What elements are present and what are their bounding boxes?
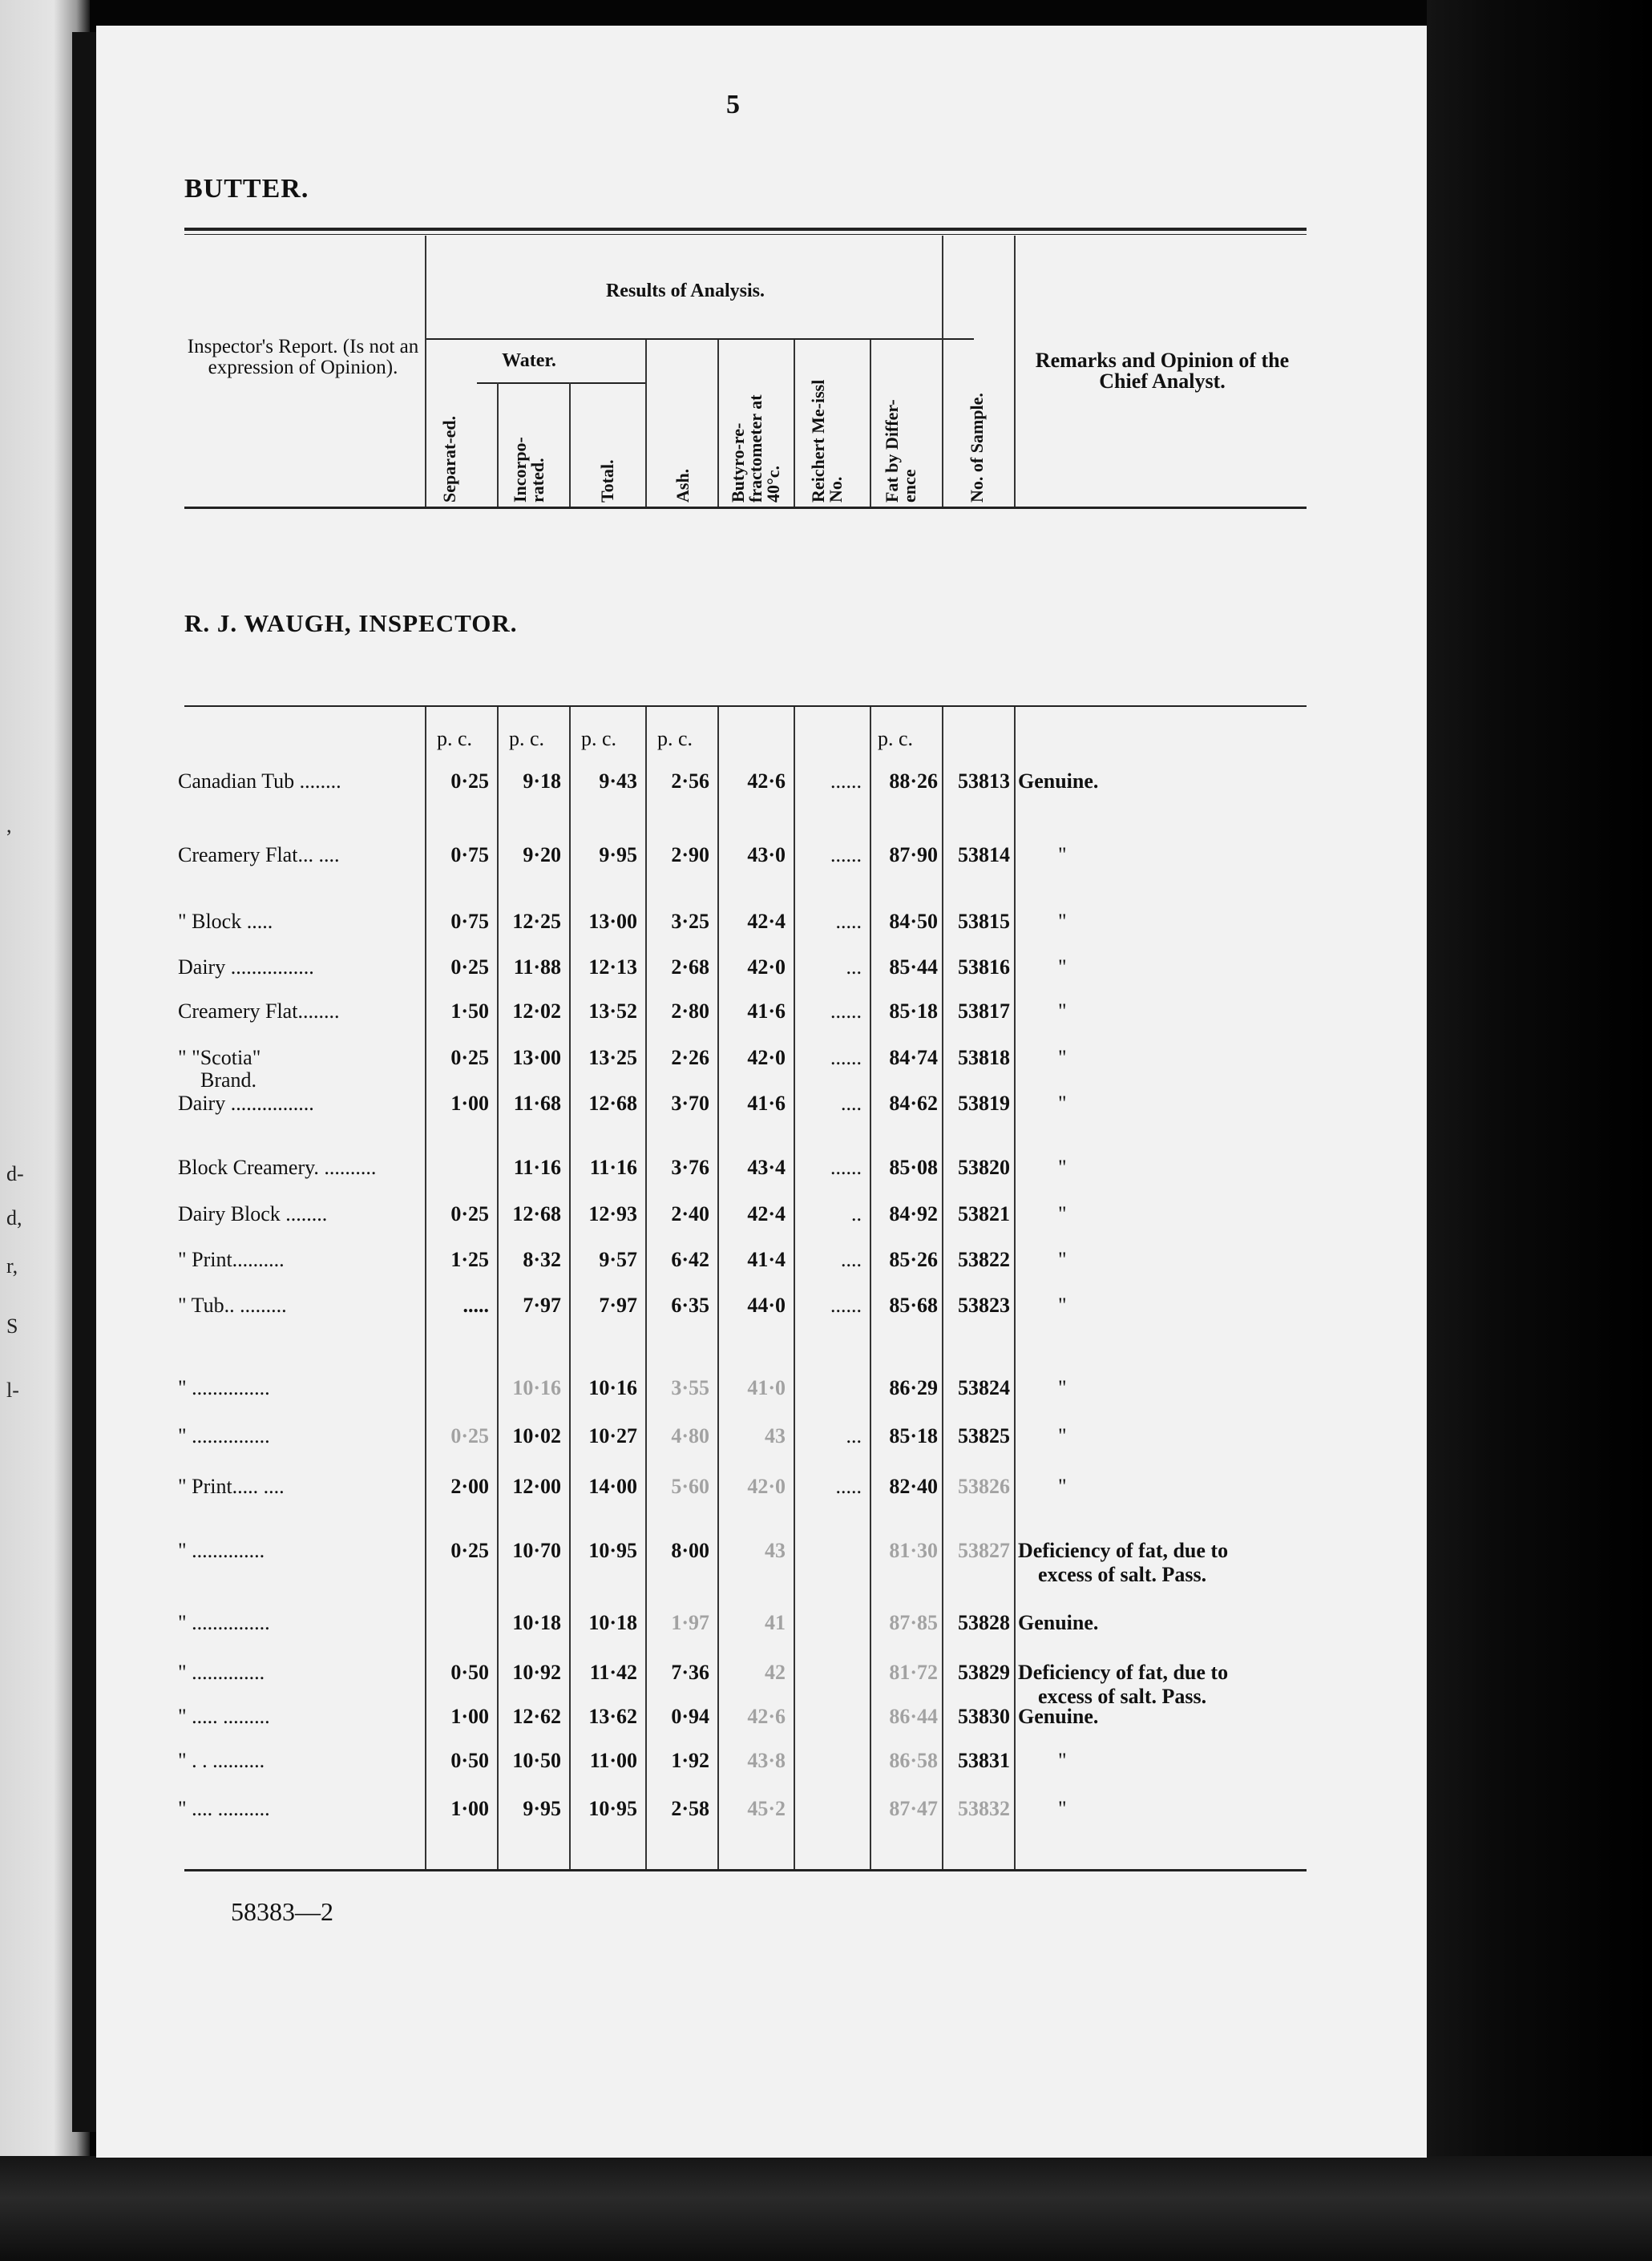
edge-fragment: S <box>6 1314 18 1338</box>
header-divider <box>569 382 571 507</box>
cell-rei: ... <box>846 1424 862 1447</box>
cell-rei: ...... <box>830 1156 862 1179</box>
cell-inc: 10·92 <box>512 1661 561 1684</box>
row-description: Dairy Block ........ <box>178 1202 328 1225</box>
cell-ash: 5·60 <box>671 1475 709 1498</box>
header-divider <box>794 340 795 507</box>
cell-fat: 85·08 <box>889 1156 938 1179</box>
cell-ash: 2·56 <box>671 769 709 793</box>
cell-sep: 2·00 <box>450 1475 489 1498</box>
cell-fat: 85·26 <box>889 1248 938 1271</box>
header-divider <box>1014 236 1016 507</box>
cell-tot: 13·00 <box>588 910 637 933</box>
cell-inc: 10·50 <box>512 1749 561 1772</box>
cell-sep: 1·00 <box>450 1092 489 1115</box>
cell-tot: 9·43 <box>599 769 637 793</box>
cell-fat: 86·44 <box>889 1705 938 1728</box>
cell-no: 53832 <box>958 1797 1010 1820</box>
row-description: " Print..... .... <box>178 1475 285 1498</box>
unit-label: p. c. <box>581 727 617 750</box>
body-bottom-rule <box>184 1869 1307 1871</box>
edge-fragment: r, <box>6 1254 18 1278</box>
cell-tot: 14·00 <box>588 1475 637 1498</box>
body-divider <box>1014 707 1016 1869</box>
cell-inc: 10·18 <box>512 1611 561 1634</box>
cell-but: 42·6 <box>747 1705 786 1728</box>
cell-but: 42·0 <box>747 955 786 979</box>
cell-rei: ...... <box>830 769 862 793</box>
cell-inc: 9·18 <box>523 769 561 793</box>
row-description: Canadian Tub ........ <box>178 769 341 793</box>
cell-rei: .... <box>841 1248 862 1271</box>
cell-no: 53819 <box>958 1092 1010 1115</box>
cell-ash: 7·36 <box>671 1661 709 1684</box>
cell-tot: 13·25 <box>588 1046 637 1069</box>
cell-inc: 12·62 <box>512 1705 561 1728</box>
row-description-cont: Brand. <box>200 1068 257 1092</box>
row-description: " Block ..... <box>178 910 273 933</box>
cell-but: 43·0 <box>747 843 786 866</box>
cell-no: 53825 <box>958 1424 1010 1447</box>
water-header: Water. <box>502 350 556 371</box>
cell-ash: 6·42 <box>671 1248 709 1271</box>
cell-ash: 2·68 <box>671 955 709 979</box>
cell-but: 41·0 <box>747 1376 786 1399</box>
col-header-butyro: Butyro-re- fractometer at 40°c. <box>728 394 783 503</box>
cell-no: 53816 <box>958 955 1010 979</box>
unit-label: p. c. <box>437 727 473 750</box>
cell-rei: ...... <box>830 1046 862 1069</box>
cell-fat: 85·18 <box>889 999 938 1023</box>
cell-but: 43·8 <box>747 1749 786 1772</box>
cell-tot: 12·93 <box>588 1202 637 1225</box>
cell-fat: 84·74 <box>889 1046 938 1069</box>
cell-sep: 0·50 <box>450 1661 489 1684</box>
body-divider <box>717 707 719 1869</box>
cell-remarks: Genuine. <box>1018 769 1099 793</box>
cell-fat: 82·40 <box>889 1475 938 1498</box>
cell-remarks: " <box>1058 1046 1067 1069</box>
cell-sep: 1·00 <box>450 1797 489 1820</box>
unit-label: p. c. <box>878 727 914 750</box>
cell-inc: 9·20 <box>523 843 561 866</box>
col-header-total: Total. <box>597 459 617 503</box>
row-description: " ............... <box>178 1424 270 1447</box>
cell-ash: 2·26 <box>671 1046 709 1069</box>
cell-remarks: " <box>1058 910 1067 933</box>
cell-fat: 86·58 <box>889 1749 938 1772</box>
cell-sep: 0·25 <box>450 769 489 793</box>
inspector-heading: R. J. WAUGH, INSPECTOR. <box>184 609 518 637</box>
col-header-reichert: Reichert Me-issl No. <box>808 379 846 503</box>
cell-sep: 1·00 <box>450 1705 489 1728</box>
cell-sep: 0·25 <box>450 1539 489 1562</box>
cell-but: 42 <box>765 1661 786 1684</box>
scan-background-right <box>1427 0 1652 2261</box>
cell-remarks: " <box>1058 1749 1067 1772</box>
cell-remarks: " <box>1058 999 1067 1023</box>
cell-remarks: " <box>1058 1202 1067 1225</box>
body-divider <box>870 707 871 1869</box>
cell-sep: 0·75 <box>450 910 489 933</box>
cell-ash: 4·80 <box>671 1424 709 1447</box>
cell-fat: 86·29 <box>889 1376 938 1399</box>
cell-remarks: Deficiency of fat, due to <box>1018 1539 1229 1562</box>
cell-rei: .... <box>841 1092 862 1115</box>
cell-tot: 10·16 <box>588 1376 637 1399</box>
cell-tot: 10·95 <box>588 1539 637 1562</box>
cell-sep: 0·25 <box>450 955 489 979</box>
cell-rei: .. <box>851 1202 862 1225</box>
body-divider <box>645 707 647 1869</box>
cell-but: 43 <box>765 1539 786 1562</box>
cell-remarks: " <box>1058 1424 1067 1447</box>
cell-but: 43 <box>765 1424 786 1447</box>
cell-tot: 11·16 <box>589 1156 637 1179</box>
cell-no: 53831 <box>958 1749 1010 1772</box>
cell-fat: 81·30 <box>889 1539 938 1562</box>
header-divider <box>717 340 719 507</box>
cell-rei: ...... <box>830 1294 862 1317</box>
cell-no: 53818 <box>958 1046 1010 1069</box>
row-description: " .... .......... <box>178 1797 270 1820</box>
inspector-report-header: Inspector's Report. (Is not an expression of Opinion). <box>187 336 419 378</box>
cell-fat: 81·72 <box>889 1661 938 1684</box>
body-divider <box>425 707 426 1869</box>
row-description: Dairy ................ <box>178 1092 314 1115</box>
cell-remarks: Genuine. <box>1018 1611 1099 1634</box>
row-description: " ............... <box>178 1611 270 1634</box>
footer-code: 58383—2 <box>231 1897 333 1926</box>
cell-tot: 10·95 <box>588 1797 637 1820</box>
cell-remarks: " <box>1058 1475 1067 1498</box>
col-header-fat: Fat by Differ-ence <box>882 399 919 503</box>
cell-but: 41 <box>765 1611 786 1634</box>
cell-inc: 10·02 <box>512 1424 561 1447</box>
cell-ash: 3·55 <box>671 1376 709 1399</box>
cell-fat: 85·68 <box>889 1294 938 1317</box>
cell-tot: 12·68 <box>588 1092 637 1115</box>
cell-tot: 11·42 <box>589 1661 637 1684</box>
cell-ash: 3·76 <box>671 1156 709 1179</box>
cell-but: 41·6 <box>747 1092 786 1115</box>
cell-ash: 1·97 <box>671 1611 709 1634</box>
edge-fragment: d, <box>6 1206 22 1229</box>
cell-fat: 84·92 <box>889 1202 938 1225</box>
cell-remarks-cont: excess of salt. Pass. <box>1038 1685 1207 1708</box>
cell-tot: 12·13 <box>588 955 637 979</box>
cell-sep: 1·50 <box>450 999 489 1023</box>
cell-remarks: Deficiency of fat, due to <box>1018 1661 1229 1684</box>
cell-no: 53827 <box>958 1539 1010 1562</box>
header-divider <box>425 236 426 507</box>
cell-tot: 11·00 <box>589 1749 637 1772</box>
cell-sep: 0·25 <box>450 1046 489 1069</box>
cell-but: 42·0 <box>747 1475 786 1498</box>
row-description: Creamery Flat... .... <box>178 843 340 866</box>
section-title: BUTTER. <box>184 174 309 204</box>
row-description: " Print.......... <box>178 1248 285 1271</box>
unit-label: p. c. <box>509 727 545 750</box>
cell-fat: 87·47 <box>889 1797 938 1820</box>
cell-inc: 11·16 <box>513 1156 561 1179</box>
cell-tot: 10·27 <box>588 1424 637 1447</box>
unit-label: p. c. <box>657 727 693 750</box>
cell-ash: 2·90 <box>671 843 709 866</box>
cell-remarks: " <box>1058 1248 1067 1271</box>
cell-no: 53830 <box>958 1705 1010 1728</box>
cell-inc: 13·00 <box>512 1046 561 1069</box>
cell-sep: ..... <box>462 1294 489 1317</box>
body-top-rule <box>184 705 1307 707</box>
cell-but: 41·6 <box>747 999 786 1023</box>
cell-no: 53821 <box>958 1202 1010 1225</box>
results-rule <box>425 338 974 340</box>
body-divider <box>794 707 795 1869</box>
cell-ash: 0·94 <box>671 1705 709 1728</box>
cell-rei: ...... <box>830 843 862 866</box>
cell-fat: 85·44 <box>889 955 938 979</box>
header-bottom-rule <box>184 507 1307 509</box>
cell-no: 53817 <box>958 999 1010 1023</box>
header-divider <box>870 340 871 507</box>
cell-tot: 9·95 <box>599 843 637 866</box>
water-rule <box>477 382 645 384</box>
row-description: " "Scotia" <box>178 1046 261 1069</box>
cell-remarks: " <box>1058 1376 1067 1399</box>
body-divider <box>942 707 943 1869</box>
cell-rei: ...... <box>830 999 862 1023</box>
cell-sep: 1·25 <box>450 1248 489 1271</box>
cell-tot: 13·62 <box>588 1705 637 1728</box>
cell-remarks: " <box>1058 1797 1067 1820</box>
cell-but: 41·4 <box>747 1248 786 1271</box>
cell-ash: 6·35 <box>671 1294 709 1317</box>
cell-remarks-cont: excess of salt. Pass. <box>1038 1563 1207 1586</box>
edge-fragment: l- <box>6 1379 19 1402</box>
cell-fat: 88·26 <box>889 769 938 793</box>
cell-inc: 12·00 <box>512 1475 561 1498</box>
cell-tot: 13·52 <box>588 999 637 1023</box>
cell-inc: 11·88 <box>513 955 561 979</box>
cell-remarks: " <box>1058 1156 1067 1179</box>
header-divider <box>942 236 943 507</box>
row-description: " ..... ......... <box>178 1705 270 1728</box>
header-divider <box>645 340 647 507</box>
cell-ash: 3·70 <box>671 1092 709 1115</box>
cell-no: 53829 <box>958 1661 1010 1684</box>
cell-inc: 10·16 <box>512 1376 561 1399</box>
cell-no: 53823 <box>958 1294 1010 1317</box>
cell-sep: 0·50 <box>450 1749 489 1772</box>
cell-fat: 84·50 <box>889 910 938 933</box>
cell-sep: 0·75 <box>450 843 489 866</box>
cell-rei: ..... <box>835 910 862 933</box>
cell-remarks: " <box>1058 843 1067 866</box>
cell-but: 42·0 <box>747 1046 786 1069</box>
cell-ash: 8·00 <box>671 1539 709 1562</box>
cell-sep: 0·25 <box>450 1424 489 1447</box>
cell-no: 53822 <box>958 1248 1010 1271</box>
cell-inc: 8·32 <box>523 1248 561 1271</box>
header-divider <box>497 382 499 507</box>
row-description: Dairy ................ <box>178 955 314 979</box>
col-header-sample-no: No. of Sample. <box>967 393 987 503</box>
body-divider <box>497 707 499 1869</box>
cell-inc: 9·95 <box>523 1797 561 1820</box>
col-header-incorporated: Incorpo-rated. <box>510 437 547 503</box>
cell-no: 53826 <box>958 1475 1010 1498</box>
cell-inc: 11·68 <box>513 1092 561 1115</box>
cell-remarks: " <box>1058 1294 1067 1317</box>
cell-no: 53820 <box>958 1156 1010 1179</box>
cell-no: 53813 <box>958 769 1010 793</box>
row-description: " . . .......... <box>178 1749 265 1772</box>
row-description: " ............... <box>178 1376 270 1399</box>
row-description: Block Creamery. .......... <box>178 1156 377 1179</box>
row-description: Creamery Flat........ <box>178 999 340 1023</box>
cell-inc: 12·25 <box>512 910 561 933</box>
col-header-separated: Separat-ed. <box>439 415 459 503</box>
scan-background-bottom <box>0 2156 1652 2261</box>
document-page <box>96 26 1427 2158</box>
cell-ash: 2·58 <box>671 1797 709 1820</box>
cell-inc: 10·70 <box>512 1539 561 1562</box>
cell-but: 45·2 <box>747 1797 786 1820</box>
cell-inc: 7·97 <box>523 1294 561 1317</box>
cell-but: 42·4 <box>747 1202 786 1225</box>
cell-no: 53828 <box>958 1611 1010 1634</box>
header-top-rule <box>184 228 1307 231</box>
cell-ash: 2·40 <box>671 1202 709 1225</box>
cell-ash: 1·92 <box>671 1749 709 1772</box>
cell-rei: ... <box>846 955 862 979</box>
cell-fat: 85·18 <box>889 1424 938 1447</box>
cell-but: 44·0 <box>747 1294 786 1317</box>
results-header: Results of Analysis. <box>605 281 765 301</box>
cell-no: 53815 <box>958 910 1010 933</box>
cell-no: 53824 <box>958 1376 1010 1399</box>
cell-but: 43·4 <box>747 1156 786 1179</box>
cell-tot: 10·18 <box>588 1611 637 1634</box>
cell-inc: 12·02 <box>512 999 561 1023</box>
cell-sep: 0·25 <box>450 1202 489 1225</box>
cell-remarks: " <box>1058 955 1067 979</box>
cell-but: 42·6 <box>747 769 786 793</box>
cell-remarks: " <box>1058 1092 1067 1115</box>
row-description: " .............. <box>178 1661 265 1684</box>
header-top-rule-thin <box>184 234 1307 235</box>
page-number: 5 <box>726 90 740 119</box>
edge-fragment: d- <box>6 1162 24 1185</box>
cell-rei: ..... <box>835 1475 862 1498</box>
cell-fat: 87·85 <box>889 1611 938 1634</box>
cell-tot: 7·97 <box>599 1294 637 1317</box>
row-description: " .............. <box>178 1539 265 1562</box>
cell-but: 42·4 <box>747 910 786 933</box>
row-description: " Tub.. ......... <box>178 1294 287 1317</box>
cell-ash: 2·80 <box>671 999 709 1023</box>
cell-ash: 3·25 <box>671 910 709 933</box>
cell-fat: 87·90 <box>889 843 938 866</box>
cell-no: 53814 <box>958 843 1010 866</box>
cell-remarks: Genuine. <box>1018 1705 1099 1728</box>
remarks-header: Remarks and Opinion of the Chief Analyst. <box>1035 349 1290 393</box>
edge-fragment: , <box>6 814 12 837</box>
cell-fat: 84·62 <box>889 1092 938 1115</box>
body-divider <box>569 707 571 1869</box>
cell-inc: 12·68 <box>512 1202 561 1225</box>
col-header-ash: Ash. <box>673 468 693 503</box>
cell-tot: 9·57 <box>599 1248 637 1271</box>
